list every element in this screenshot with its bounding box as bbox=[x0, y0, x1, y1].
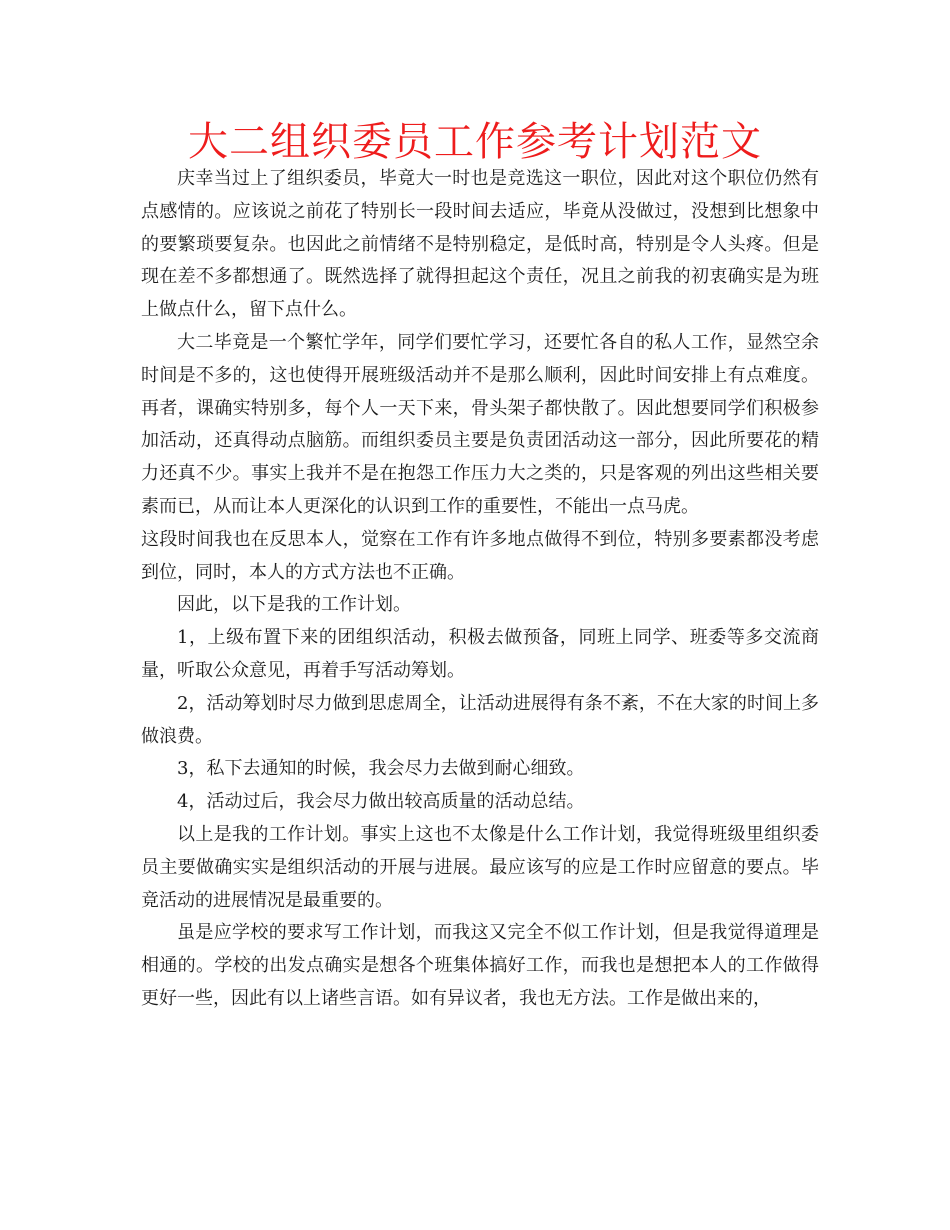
plan-item-2: 2，活动筹划时尽力做到思虑周全，让活动进展得有条不紊，不在大家的时间上多做浪费。 bbox=[141, 692, 819, 747]
plan-item-4: 4，活动过后，我会尽力做出较高质量的活动总结。 bbox=[177, 791, 585, 813]
paragraph-reflection: 这段时间我也在反思本人，觉察在工作有许多地点做得不到位，特别多要素都没考虑到位，同时，本人的方式方法也不正确。 bbox=[141, 528, 819, 583]
paragraph-sophomore-year: 大二毕竟是一个繁忙学年，同学们要忙学习，还要忙各自的私人工作，显然空余时间是不多的，这也使得开展班级活动并不是那么顺利，因此时间安排上有点难度。再者，课确实特别多，每个人一天下来，骨头架子都快散了。因此想要同学们积极参加活动，还真得动点脑筋。而组织委员主要是负责团活动这一部分，因此所要花的精力还真不少。事实上我并不是在抱怨工作压力大之类的，只是客观的列出这些相关要素而已，从而让本人更深化的认识到工作的重要性，不能出一点马虎。 bbox=[141, 331, 819, 517]
paragraph-plan-intro: 因此，以下是我的工作计划。 bbox=[177, 594, 411, 616]
plan-item-3: 3，私下去通知的时候，我会尽力去做到耐心细致。 bbox=[177, 758, 585, 780]
document-title: 大二组织委员工作参考计划范文 bbox=[188, 119, 762, 165]
paragraph-summary: 以上是我的工作计划。事实上这也不太像是什么工作计划，我觉得班级里组织委员主要做确实实是组织活动的开展与进展。最应该写的应是工作时应留意的要点。毕竟活动的进展情况是最重要的。 bbox=[141, 823, 819, 911]
paragraph-closing: 虽是应学校的要求写工作计划，而我这又完全不似工作计划，但是我觉得道理是相通的。学校的出发点确实是想各个班集体搞好工作，而我也是想把本人的工作做得更好一些，因此有以上诸些言语。如有异议者，我也无方法。工作是做出来的， bbox=[141, 922, 819, 1009]
document-body bbox=[141, 163, 819, 1016]
plan-item-1: 1，上级布置下来的团组织活动，积极去做预备，同班上同学、班委等多交流商量，听取公众意见，再着手写活动筹划。 bbox=[141, 627, 819, 681]
paragraph-intro: 庆幸当过上了组织委员，毕竟大一时也是竞选这一职位，因此对这个职位仍然有点感情的。应该说之前花了特别长一段时间去适应，毕竟从没做过，没想到比想象中的要繁琐要复杂。也因此之前情绪不是特别稳定，是低时高，特别是令人头疼。但是现在差不多都想通了。既然选择了就得担起这个责任，况且之前我的初衷确实是为班上做点什么，留下点什么。 bbox=[141, 168, 819, 321]
